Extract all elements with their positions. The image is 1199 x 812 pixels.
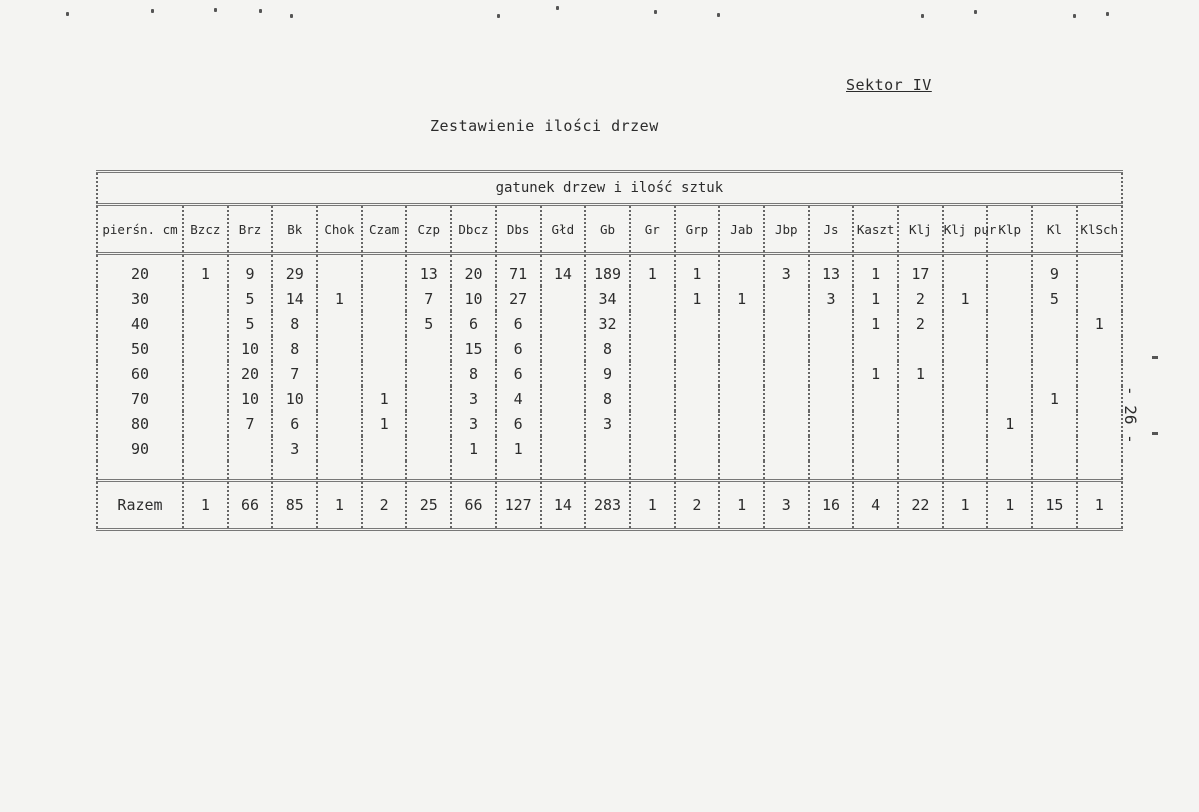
count-cell: 2: [898, 311, 943, 336]
column-header-species: Jab: [719, 205, 764, 254]
total-cell: 3: [764, 481, 809, 530]
count-cell: [1077, 386, 1122, 411]
count-cell: 1: [362, 386, 407, 411]
count-cell: [675, 386, 720, 411]
table-row: [97, 311, 1122, 336]
count-cell: 7: [228, 411, 273, 436]
count-cell: [1077, 254, 1122, 287]
count-cell: [719, 361, 764, 386]
count-cell: 7: [272, 361, 317, 386]
count-cell: [406, 436, 451, 461]
count-cell: 20: [451, 254, 496, 287]
count-cell: [719, 336, 764, 361]
column-header-species: KlSch: [1077, 205, 1122, 254]
count-cell: 3: [451, 411, 496, 436]
count-cell: 6: [496, 336, 541, 361]
total-cell: 25: [406, 481, 451, 530]
count-cell: [764, 411, 809, 436]
tree-count-table: [96, 170, 1123, 531]
count-cell: [675, 411, 720, 436]
count-cell: 5: [228, 286, 273, 311]
count-cell: [719, 254, 764, 287]
spacer-cell: [183, 461, 228, 481]
diameter-cell: 20: [97, 254, 183, 287]
count-cell: 1: [496, 436, 541, 461]
total-row: [97, 481, 1122, 530]
total-cell: 66: [228, 481, 273, 530]
count-cell: [183, 411, 228, 436]
count-cell: 1: [719, 286, 764, 311]
column-header-species: Kaszt: [853, 205, 898, 254]
count-cell: 6: [272, 411, 317, 436]
count-cell: 3: [451, 386, 496, 411]
spacer-cell: [272, 461, 317, 481]
count-cell: [675, 436, 720, 461]
total-cell: 16: [809, 481, 854, 530]
count-cell: [228, 436, 273, 461]
count-cell: [943, 254, 988, 287]
count-cell: [764, 336, 809, 361]
count-cell: [675, 311, 720, 336]
total-cell: 14: [541, 481, 586, 530]
count-cell: 6: [496, 311, 541, 336]
count-cell: [630, 411, 675, 436]
spacer-cell: [987, 461, 1032, 481]
count-cell: 3: [585, 411, 630, 436]
count-cell: [719, 386, 764, 411]
count-cell: 15: [451, 336, 496, 361]
count-cell: 3: [272, 436, 317, 461]
spacer-cell: [406, 461, 451, 481]
total-cell: 1: [317, 481, 362, 530]
spacer-cell: [943, 461, 988, 481]
spacer-cell: [898, 461, 943, 481]
column-header-species: Brz: [228, 205, 273, 254]
count-cell: [675, 361, 720, 386]
table-row: [97, 411, 1122, 436]
count-cell: [183, 286, 228, 311]
count-cell: 13: [406, 254, 451, 287]
table-row: [97, 361, 1122, 386]
spacer-cell: [630, 461, 675, 481]
count-cell: 6: [496, 411, 541, 436]
count-cell: [809, 311, 854, 336]
count-cell: [317, 311, 362, 336]
count-cell: [183, 311, 228, 336]
page-number-dash-bottom: [1152, 432, 1158, 435]
count-cell: 71: [496, 254, 541, 287]
diameter-cell: 30: [97, 286, 183, 311]
count-cell: 1: [1032, 386, 1077, 411]
page-number-dash-top: [1152, 356, 1158, 359]
count-cell: 34: [585, 286, 630, 311]
count-cell: [719, 411, 764, 436]
count-cell: [362, 311, 407, 336]
count-cell: [764, 361, 809, 386]
count-cell: 27: [496, 286, 541, 311]
count-cell: 8: [272, 336, 317, 361]
table-row: [97, 254, 1122, 287]
spacer-cell: [496, 461, 541, 481]
count-cell: [541, 336, 586, 361]
spacer-cell: [362, 461, 407, 481]
tree-count-table-container: [96, 170, 1120, 531]
count-cell: 3: [764, 254, 809, 287]
table-body: [97, 254, 1122, 530]
group-header-row: [97, 172, 1122, 205]
table-row: [97, 386, 1122, 411]
count-cell: [675, 336, 720, 361]
spacer-cell: [541, 461, 586, 481]
column-header-species: Dbcz: [451, 205, 496, 254]
count-cell: [853, 336, 898, 361]
column-header-species: Klj: [898, 205, 943, 254]
count-cell: [1077, 411, 1122, 436]
count-cell: [362, 286, 407, 311]
count-cell: [317, 411, 362, 436]
count-cell: [943, 386, 988, 411]
count-cell: 29: [272, 254, 317, 287]
count-cell: [898, 411, 943, 436]
column-header-species: Klp: [987, 205, 1032, 254]
count-cell: 9: [585, 361, 630, 386]
count-cell: 8: [585, 386, 630, 411]
count-cell: 6: [451, 311, 496, 336]
count-cell: 8: [272, 311, 317, 336]
count-cell: [630, 361, 675, 386]
count-cell: [1032, 436, 1077, 461]
count-cell: [943, 436, 988, 461]
column-header-species: Js: [809, 205, 854, 254]
count-cell: [809, 386, 854, 411]
column-header-species: Gb: [585, 205, 630, 254]
total-cell: 1: [630, 481, 675, 530]
count-cell: 1: [317, 286, 362, 311]
count-cell: 1: [451, 436, 496, 461]
count-cell: [1077, 286, 1122, 311]
count-cell: [630, 311, 675, 336]
total-cell: 15: [1032, 481, 1077, 530]
total-cell: 66: [451, 481, 496, 530]
count-cell: 1: [630, 254, 675, 287]
count-cell: [898, 336, 943, 361]
count-cell: 1: [675, 286, 720, 311]
column-header-species: Czp: [406, 205, 451, 254]
count-cell: 3: [809, 286, 854, 311]
count-cell: [764, 386, 809, 411]
count-cell: [764, 436, 809, 461]
spacer-cell: [451, 461, 496, 481]
count-cell: 17: [898, 254, 943, 287]
table-row: [97, 286, 1122, 311]
count-cell: 1: [943, 286, 988, 311]
count-cell: [183, 386, 228, 411]
page-number: - 26 -: [1121, 386, 1140, 444]
count-cell: [987, 436, 1032, 461]
column-header-species: Gr: [630, 205, 675, 254]
spacer-cell: [1032, 461, 1077, 481]
spacer-cell: [97, 461, 183, 481]
count-cell: [943, 311, 988, 336]
count-cell: 14: [541, 254, 586, 287]
spacer-cell: [719, 461, 764, 481]
total-cell: 85: [272, 481, 317, 530]
count-cell: [1032, 361, 1077, 386]
count-cell: 10: [272, 386, 317, 411]
count-cell: [541, 311, 586, 336]
total-cell: 127: [496, 481, 541, 530]
count-cell: 6: [496, 361, 541, 386]
count-cell: 10: [228, 386, 273, 411]
total-cell: 2: [362, 481, 407, 530]
column-header-species: Jbp: [764, 205, 809, 254]
spacer-cell: [675, 461, 720, 481]
count-cell: [317, 254, 362, 287]
total-cell: 1: [1077, 481, 1122, 530]
sector-label: Sektor IV: [846, 76, 932, 94]
spacer-row: [97, 461, 1122, 481]
count-cell: [541, 436, 586, 461]
count-cell: [987, 311, 1032, 336]
count-cell: [362, 254, 407, 287]
count-cell: [987, 336, 1032, 361]
spacer-cell: [228, 461, 273, 481]
count-cell: [541, 361, 586, 386]
count-cell: [317, 436, 362, 461]
count-cell: [987, 386, 1032, 411]
count-cell: 14: [272, 286, 317, 311]
count-cell: [1032, 411, 1077, 436]
total-cell: 1: [943, 481, 988, 530]
count-cell: [1077, 436, 1122, 461]
column-header-species: Czam: [362, 205, 407, 254]
count-cell: 7: [406, 286, 451, 311]
count-cell: 10: [451, 286, 496, 311]
spacer-cell: [809, 461, 854, 481]
count-cell: 9: [1032, 254, 1077, 287]
count-cell: 4: [496, 386, 541, 411]
count-cell: 1: [853, 311, 898, 336]
total-cell: 1: [719, 481, 764, 530]
count-cell: 13: [809, 254, 854, 287]
count-cell: [809, 411, 854, 436]
count-cell: [853, 386, 898, 411]
column-header-species: Chok: [317, 205, 362, 254]
total-cell: 283: [585, 481, 630, 530]
count-cell: [541, 386, 586, 411]
diameter-cell: 40: [97, 311, 183, 336]
diameter-cell: 70: [97, 386, 183, 411]
count-cell: 1: [853, 286, 898, 311]
total-cell: 2: [675, 481, 720, 530]
count-cell: [630, 286, 675, 311]
table-row: [97, 336, 1122, 361]
column-header-species: Dbs: [496, 205, 541, 254]
count-cell: 1: [987, 411, 1032, 436]
count-cell: [719, 436, 764, 461]
count-cell: [183, 336, 228, 361]
column-header-species: Grp: [675, 205, 720, 254]
spacer-cell: [764, 461, 809, 481]
document-title: Zestawienie ilości drzew: [430, 117, 659, 135]
count-cell: [406, 386, 451, 411]
count-cell: [943, 336, 988, 361]
count-cell: 2: [898, 286, 943, 311]
column-header-species: Klj pur: [943, 205, 988, 254]
count-cell: 20: [228, 361, 273, 386]
count-cell: 1: [183, 254, 228, 287]
count-cell: [809, 336, 854, 361]
table-row: [97, 436, 1122, 461]
count-cell: 5: [228, 311, 273, 336]
count-cell: 8: [451, 361, 496, 386]
count-cell: [406, 336, 451, 361]
total-cell: 1: [183, 481, 228, 530]
column-header-species: Bk: [272, 205, 317, 254]
spacer-cell: [853, 461, 898, 481]
column-header-species: Bzcz: [183, 205, 228, 254]
group-header: gatunek drzew i ilość sztuk: [97, 172, 1122, 205]
diameter-cell: 60: [97, 361, 183, 386]
count-cell: [362, 436, 407, 461]
count-cell: [541, 286, 586, 311]
count-cell: [853, 411, 898, 436]
count-cell: [406, 361, 451, 386]
total-cell: 4: [853, 481, 898, 530]
count-cell: [585, 436, 630, 461]
count-cell: [987, 286, 1032, 311]
count-cell: [943, 361, 988, 386]
spacer-cell: [1077, 461, 1122, 481]
count-cell: [1032, 336, 1077, 361]
column-header-species: Głd: [541, 205, 586, 254]
count-cell: [898, 386, 943, 411]
count-cell: 10: [228, 336, 273, 361]
count-cell: [362, 361, 407, 386]
total-label: Razem: [97, 481, 183, 530]
count-cell: [317, 336, 362, 361]
count-cell: 9: [228, 254, 273, 287]
count-cell: [1032, 311, 1077, 336]
column-header-diameter: pierśn. cm: [97, 205, 183, 254]
count-cell: [853, 436, 898, 461]
count-cell: [764, 311, 809, 336]
count-cell: [1077, 361, 1122, 386]
diameter-cell: 50: [97, 336, 183, 361]
count-cell: [406, 411, 451, 436]
total-cell: 1: [987, 481, 1032, 530]
count-cell: 1: [853, 361, 898, 386]
count-cell: [183, 436, 228, 461]
count-cell: 1: [853, 254, 898, 287]
count-cell: [719, 311, 764, 336]
count-cell: [317, 361, 362, 386]
count-cell: [987, 254, 1032, 287]
diameter-cell: 90: [97, 436, 183, 461]
count-cell: [317, 386, 362, 411]
count-cell: 8: [585, 336, 630, 361]
count-cell: 32: [585, 311, 630, 336]
diameter-cell: 80: [97, 411, 183, 436]
count-cell: 5: [406, 311, 451, 336]
total-cell: 22: [898, 481, 943, 530]
count-cell: 1: [898, 361, 943, 386]
column-header-species: Kl: [1032, 205, 1077, 254]
count-cell: [362, 336, 407, 361]
count-cell: 189: [585, 254, 630, 287]
count-cell: [943, 411, 988, 436]
count-cell: [987, 361, 1032, 386]
count-cell: 5: [1032, 286, 1077, 311]
count-cell: [541, 411, 586, 436]
count-cell: 1: [1077, 311, 1122, 336]
spacer-cell: [585, 461, 630, 481]
spacer-cell: [317, 461, 362, 481]
count-cell: [809, 361, 854, 386]
count-cell: [183, 361, 228, 386]
count-cell: [898, 436, 943, 461]
count-cell: [1077, 336, 1122, 361]
count-cell: [764, 286, 809, 311]
count-cell: 1: [675, 254, 720, 287]
column-header-row: [97, 205, 1122, 254]
count-cell: 1: [362, 411, 407, 436]
count-cell: [630, 386, 675, 411]
count-cell: [809, 436, 854, 461]
count-cell: [630, 336, 675, 361]
count-cell: [630, 436, 675, 461]
